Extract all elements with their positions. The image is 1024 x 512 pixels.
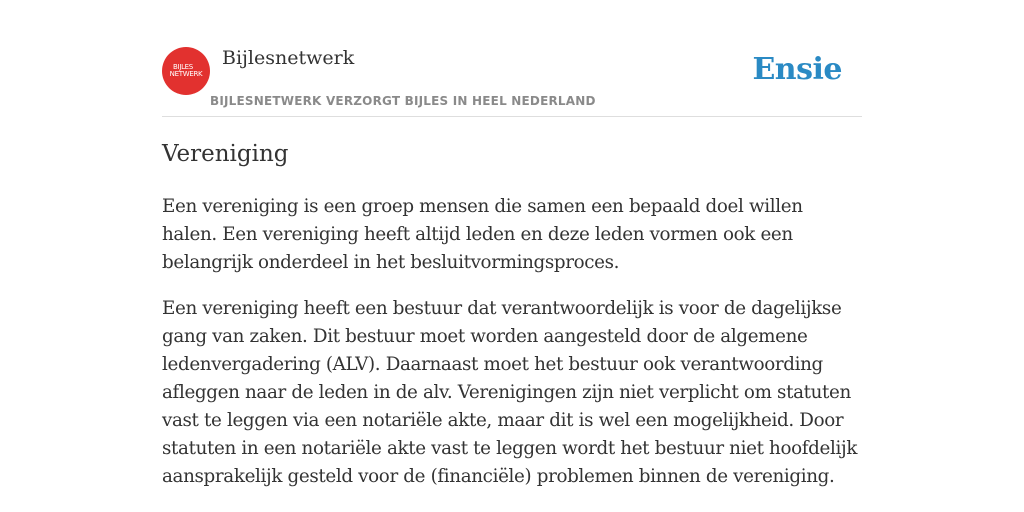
logo-text-line1: BIJLES bbox=[173, 63, 193, 71]
article-paragraph: Een vereniging is een groep mensen die samen een bepaald doel willen halen. Een vereniging heeft altijd leden en deze leden vormen ook een belangrijk onderdeel in het besluitvormingsproces. bbox=[162, 196, 803, 273]
article-title: Vereniging bbox=[162, 141, 289, 167]
author-header bbox=[162, 46, 862, 117]
logo-text-line2: NETWERK bbox=[169, 70, 203, 78]
author-logo[interactable] bbox=[162, 47, 210, 95]
author-name-link[interactable]: Bijlesnetwerk bbox=[222, 47, 355, 69]
article-paragraph: Een vereniging heeft een bestuur dat verantwoordelijk is voor de dagelijkse gang van zaken. Dit bestuur moet worden aangesteld door de algemene ledenvergadering (ALV). Daarnaast moet het bestuur ook verantwoording afleggen naar de leden in de alv. Verenigingen zijn niet verplicht om statuten vast te leggen via een notariële akte, maar dit is wel een mogelijkheid. Door statuten in een notariële akte vast te leggen wordt het bestuur niet hoofdelijk aansprakelijk gesteld voor de (financiële) problemen binnen de vereniging. bbox=[162, 298, 858, 487]
author-tagline: BIJLESNETWERK VERZORGT BIJLES IN HEEL NEDERLAND bbox=[210, 94, 596, 108]
ensie-brand-logo[interactable]: Ensie bbox=[752, 52, 842, 87]
article-body bbox=[162, 193, 862, 509]
